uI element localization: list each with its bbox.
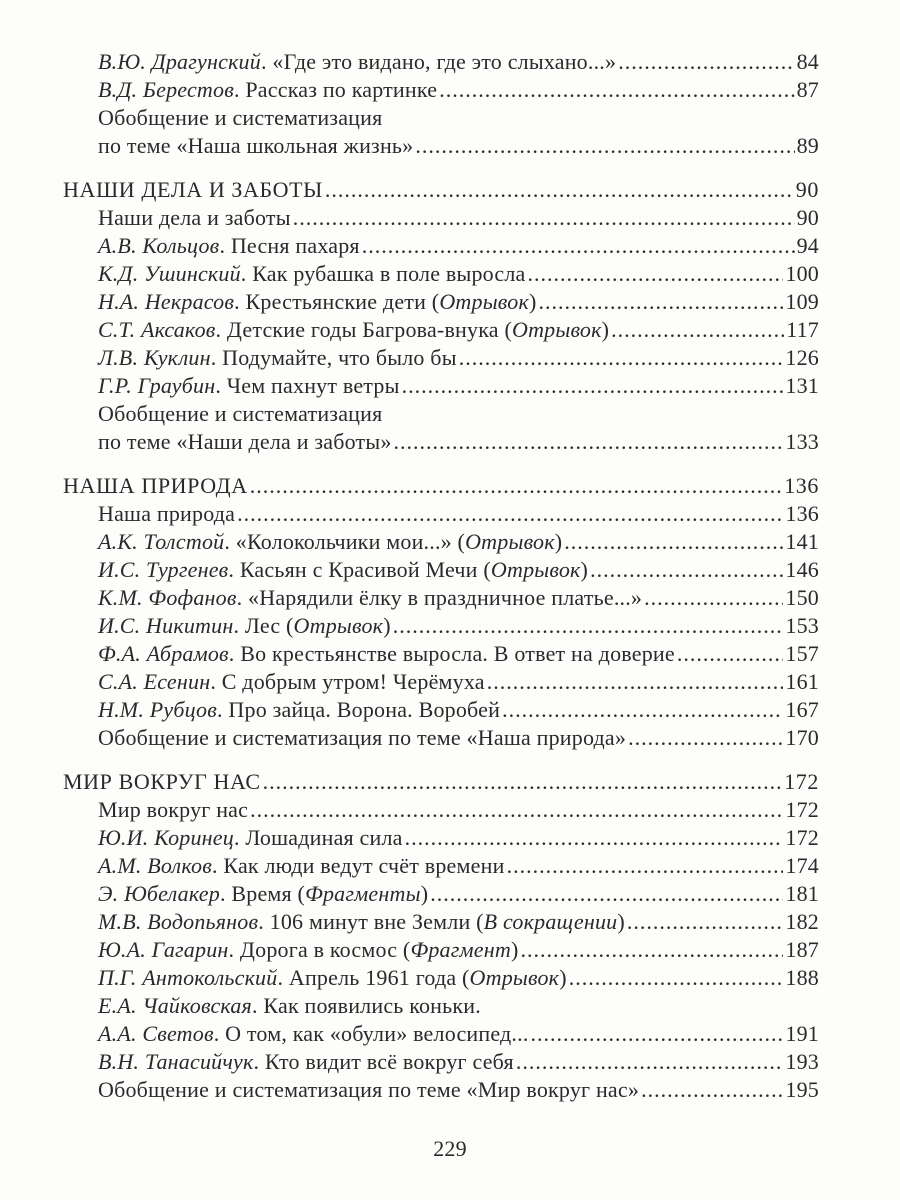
entry-title: Как появились коньки. <box>263 993 481 1018</box>
toc-entry[interactable] <box>63 400 819 428</box>
dot-leader <box>237 500 783 528</box>
entry-page: 182 <box>785 909 819 934</box>
entry-note-text: Фрагменты <box>305 881 421 906</box>
entry-title: Детские годы Багрова-внука <box>226 317 499 342</box>
entry-page: 195 <box>785 1077 819 1102</box>
entry-text: Ю.И. Коринец. Лошадиная сила <box>98 825 403 850</box>
entry-title: Рассказ по картинке <box>245 77 438 102</box>
entry-text <box>98 428 392 456</box>
toc-entry[interactable] <box>63 556 819 584</box>
entry-text: А.В. Кольцов. Песня пахаря <box>98 233 360 258</box>
section-title: НАШИ ДЕЛА И ЗАБОТЫ <box>63 177 323 202</box>
toc-section <box>63 472 819 752</box>
entry-page: 167 <box>785 697 819 722</box>
entry-text: Ю.А. Гагарин. Дорога в космос (Фрагмент) <box>98 937 519 962</box>
entry-author: В.Ю. Драгунский <box>98 49 261 74</box>
toc-entry[interactable] <box>63 132 819 160</box>
entry-note: (Фрагменты) <box>291 881 429 906</box>
entry-note-text: Отрывок <box>439 289 529 314</box>
entry-page: 84 <box>796 49 819 74</box>
entry-note-text: Отрывок <box>293 613 384 638</box>
dot-leader <box>502 696 783 724</box>
entry-title: Песня пахаря <box>230 233 360 258</box>
entry-title: по теме «Наши дела и заботы» <box>98 429 392 454</box>
toc-entry[interactable] <box>63 1048 819 1076</box>
entry-text: Л.В. Куклин. Подумайте, что было бы <box>98 345 457 370</box>
toc-entry[interactable] <box>63 880 819 908</box>
entry-text <box>98 132 413 160</box>
entry-author: В.Н. Танасийчук <box>98 1049 254 1074</box>
entry-note: (Отрывок) <box>477 557 589 582</box>
entry-author: М.В. Водопьянов <box>98 909 259 934</box>
entry-author: С.Т. Аксаков <box>98 317 216 342</box>
entry-text: С.Т. Аксаков. Детские годы Багрова-внука (Отрывок) <box>98 317 610 342</box>
toc-entry[interactable] <box>63 584 819 612</box>
toc-entry[interactable] <box>63 232 819 260</box>
toc-entry[interactable] <box>63 724 819 752</box>
entry-title: Касьян с Красивой Мечи <box>239 557 478 582</box>
toc-entry[interactable] <box>63 500 819 528</box>
toc-section <box>63 176 819 456</box>
dot-leader <box>611 316 784 344</box>
entry-page: 94 <box>796 233 819 258</box>
toc-entry[interactable] <box>63 428 819 456</box>
entry-page: 170 <box>785 725 819 750</box>
entry-note: (В сокращении) <box>470 909 625 934</box>
entry-note: (Отрывок) <box>451 529 563 554</box>
entry-author: Ю.А. Гагарин <box>98 937 229 962</box>
entry-title: Про зайца. Ворона. Воробей <box>228 697 501 722</box>
section-heading[interactable] <box>63 768 819 796</box>
entry-note: (Отрывок) <box>426 289 537 314</box>
entry-note-text: Отрывок <box>465 529 555 554</box>
entry-page: 153 <box>785 613 819 638</box>
dot-leader <box>263 768 783 796</box>
entry-author: Ю.И. Коринец <box>98 825 234 850</box>
toc-entry[interactable] <box>63 824 819 852</box>
toc-entry[interactable] <box>63 288 819 316</box>
entry-author: А.В. Кольцов <box>98 233 220 258</box>
entry-text <box>98 204 291 232</box>
toc-entry[interactable] <box>63 696 819 724</box>
entry-text: А.М. Волков. Как люди ведут счёт времени <box>98 853 505 878</box>
page-number: 229 <box>433 1136 467 1161</box>
entry-page: 157 <box>785 641 819 666</box>
entry-text: Е.А. Чайковская. Как появились коньки. <box>98 993 481 1018</box>
dot-leader <box>439 76 794 104</box>
dot-leader <box>618 48 794 76</box>
entry-title: Наша природа <box>98 501 236 526</box>
dot-leader <box>677 640 784 668</box>
entry-title: Чем пахнут ветры <box>226 373 400 398</box>
entry-page: 126 <box>785 345 819 370</box>
entry-page: 181 <box>785 881 819 906</box>
section-title: НАША ПРИРОДА <box>63 473 248 498</box>
entry-title: Как рубашка в поле выросла <box>252 261 526 286</box>
entry-text: П.Г. Антокольский. Апрель 1961 года (Отрывок) <box>98 965 567 990</box>
dot-leader <box>590 556 783 584</box>
section-title: МИР ВОКРУГ НАС <box>63 769 261 794</box>
toc-entry[interactable] <box>63 852 819 880</box>
dot-leader <box>531 1020 784 1048</box>
section-page: 90 <box>795 177 819 202</box>
entry-text <box>98 1076 639 1104</box>
entry-author: П.Г. Антокольский <box>98 965 278 990</box>
dot-leader <box>538 288 783 316</box>
dot-leader <box>293 204 795 232</box>
entry-author: Н.М. Рубцов <box>98 697 217 722</box>
entry-title: Подумайте, что было бы <box>222 345 457 370</box>
entry-note-text: В сокращении <box>483 909 618 934</box>
entry-text <box>98 400 382 428</box>
entry-page: 131 <box>785 373 819 398</box>
entry-title: Наши дела и заботы <box>98 205 291 230</box>
entry-page: 191 <box>785 1021 819 1046</box>
toc-entry[interactable] <box>63 372 819 400</box>
dot-leader <box>564 528 783 556</box>
entry-title: Обобщение и систематизация <box>98 105 383 130</box>
entry-title: 106 минут вне Земли <box>269 909 471 934</box>
entry-author: И.С. Тургенев <box>98 557 229 582</box>
toc-entry[interactable] <box>63 640 819 668</box>
entry-text: С.А. Есенин. С добрым утром! Черёмуха <box>98 669 485 694</box>
entry-title: «Нарядили ёлку в праздничное платье...» <box>248 585 643 610</box>
toc-entry[interactable] <box>63 104 819 132</box>
dot-leader <box>250 796 783 824</box>
entry-title: Как люди ведут счёт времени <box>223 853 505 878</box>
entry-page: 161 <box>785 669 819 694</box>
entry-note-text: Отрывок <box>469 965 560 990</box>
entry-author: К.Д. Ушинский <box>98 261 241 286</box>
entry-author: В.Д. Берестов <box>98 77 234 102</box>
entry-title: О том, как «обули» велосипед... <box>225 1021 529 1046</box>
toc-entry[interactable] <box>63 668 819 696</box>
toc-entry[interactable] <box>63 528 819 556</box>
entry-title: Лес <box>244 613 281 638</box>
dot-leader <box>569 964 784 992</box>
entry-title: Дорога в космос <box>239 937 398 962</box>
entry-page: 87 <box>796 77 819 102</box>
entry-page: 187 <box>785 937 819 962</box>
entry-page: 117 <box>786 317 819 342</box>
toc-entry[interactable] <box>63 76 819 104</box>
toc-entry[interactable] <box>63 992 819 1020</box>
entry-author: Э. Юбелакер <box>98 881 220 906</box>
entry-text: А.А. Светов. О том, как «обули» велосипед... <box>98 1021 529 1046</box>
dot-leader <box>459 344 784 372</box>
entry-note: (Отрывок) <box>280 613 391 638</box>
dot-leader <box>362 232 795 260</box>
entry-page: 172 <box>785 797 819 822</box>
entry-text <box>98 500 235 528</box>
entry-title: по теме «Наша школьная жизнь» <box>98 133 414 158</box>
toc-entry[interactable] <box>63 1076 819 1104</box>
toc-entry[interactable] <box>63 796 819 824</box>
dot-leader <box>325 176 794 204</box>
entry-text: Н.М. Рубцов. Про зайца. Ворона. Воробей <box>98 697 501 722</box>
entry-title: «Где это видано, где это слыхано...» <box>272 49 617 74</box>
entry-page: 193 <box>785 1049 819 1074</box>
dot-leader <box>627 908 784 936</box>
entry-title: С добрым утром! Черёмуха <box>221 669 485 694</box>
entry-text <box>98 104 382 132</box>
entry-text: Н.А. Некрасов. Крестьянские дети (Отрывок) <box>98 289 537 314</box>
entry-note: (Отрывок) <box>498 317 610 342</box>
toc-section <box>63 48 819 160</box>
entry-text: К.Д. Ушинский. Как рубашка в поле выросла <box>98 261 526 286</box>
entry-title: Обобщение и систематизация по теме «Наша природа» <box>98 725 627 750</box>
entry-page: 100 <box>785 261 819 286</box>
entry-page: 89 <box>796 133 819 158</box>
entry-page: 150 <box>785 585 819 610</box>
dot-leader <box>507 852 784 880</box>
toc-entry[interactable] <box>63 260 819 288</box>
dot-leader <box>528 260 784 288</box>
section-heading[interactable] <box>63 176 819 204</box>
entry-title: Время <box>231 881 292 906</box>
entry-page: 136 <box>785 501 819 526</box>
toc-entry[interactable] <box>63 48 819 76</box>
dot-leader <box>393 612 784 640</box>
dot-leader <box>520 936 783 964</box>
entry-text <box>98 724 626 752</box>
entry-page: 174 <box>785 853 819 878</box>
entry-page: 141 <box>785 529 819 554</box>
entry-title: Крестьянские дети <box>245 289 427 314</box>
entry-page: 133 <box>785 429 819 454</box>
toc-entry[interactable] <box>63 964 819 992</box>
dot-leader <box>405 824 784 852</box>
entry-title: «Колокольчики мои...» <box>235 529 452 554</box>
entry-title: Обобщение и систематизация <box>98 401 383 426</box>
entry-author: Е.А. Чайковская <box>98 993 252 1018</box>
dot-leader <box>402 372 784 400</box>
entry-author: А.К. Толстой <box>98 529 225 554</box>
entry-text: К.М. Фофанов. «Нарядили ёлку в праздничное платье...» <box>98 585 643 610</box>
dot-leader <box>644 584 783 612</box>
entry-text: Ф.А. Абрамов. Во крестьянстве выросла. В ответ на доверие <box>98 641 675 666</box>
entry-text <box>98 796 248 824</box>
entry-author: С.А. Есенин <box>98 669 211 694</box>
entry-page: 90 <box>796 205 819 230</box>
entry-author: И.С. Никитин <box>98 613 234 638</box>
entry-author: А.М. Волков <box>98 853 212 878</box>
entry-title: Кто видит всё вокруг себя <box>264 1049 514 1074</box>
entry-author: Н.А. Некрасов <box>98 289 235 314</box>
dot-leader <box>628 724 783 752</box>
entry-author: Л.В. Куклин <box>98 345 211 370</box>
dot-leader <box>394 428 784 456</box>
entry-note-text: Отрывок <box>490 557 581 582</box>
section-heading[interactable] <box>63 472 819 500</box>
dot-leader <box>487 668 784 696</box>
table-of-contents <box>63 48 819 1104</box>
dot-leader <box>415 132 794 160</box>
entry-author: А.А. Светов <box>98 1021 214 1046</box>
entry-text: В.Д. Берестов. Рассказ по картинке <box>98 77 438 102</box>
section-page: 172 <box>784 769 819 794</box>
toc-entry[interactable] <box>63 936 819 964</box>
entry-note-text: Отрывок <box>511 317 602 342</box>
entry-text: В.Н. Танасийчук. Кто видит всё вокруг себя <box>98 1049 514 1074</box>
entry-author: К.М. Фофанов <box>98 585 237 610</box>
toc-entry[interactable] <box>63 204 819 232</box>
entry-text: Э. Юбелакер. Время (Фрагменты) <box>98 881 429 906</box>
entry-page: 188 <box>785 965 819 990</box>
entry-text: В.Ю. Драгунский. «Где это видано, где это слыхано...» <box>98 49 617 74</box>
dot-leader <box>516 1048 784 1076</box>
entry-text: И.С. Тургенев. Касьян с Красивой Мечи (Отрывок) <box>98 557 589 582</box>
entry-text: А.К. Толстой. «Колокольчики мои...» (Отрывок) <box>98 529 563 554</box>
dot-leader <box>641 1076 783 1104</box>
toc-entry[interactable] <box>63 316 819 344</box>
entry-author: Ф.А. Абрамов <box>98 641 229 666</box>
toc-entry[interactable] <box>63 1020 819 1048</box>
entry-note: (Фрагмент) <box>397 937 519 962</box>
entry-title: Мир вокруг нас <box>98 797 249 822</box>
entry-title: Обобщение и систематизация по теме «Мир вокруг нас» <box>98 1077 640 1102</box>
toc-section <box>63 768 819 1104</box>
entry-text: И.С. Никитин. Лес (Отрывок) <box>98 613 391 638</box>
entry-text: М.В. Водопьянов. 106 минут вне Земли (В сокращении) <box>98 909 625 934</box>
toc-entry[interactable] <box>63 908 819 936</box>
entry-page: 109 <box>785 289 819 314</box>
entry-author: Г.Р. Граубин <box>98 373 216 398</box>
toc-entry[interactable] <box>63 612 819 640</box>
entry-title: Во крестьянстве выросла. В ответ на доверие <box>240 641 675 666</box>
entry-page: 172 <box>785 825 819 850</box>
dot-leader <box>430 880 783 908</box>
dot-leader <box>250 472 782 500</box>
entry-note-text: Фрагмент <box>410 937 511 962</box>
section-page: 136 <box>784 473 819 498</box>
entry-title: Лошадиная сила <box>245 825 403 850</box>
entry-title: Апрель 1961 года <box>288 965 457 990</box>
entry-text: Г.Р. Граубин. Чем пахнут ветры <box>98 373 400 398</box>
toc-entry[interactable] <box>63 344 819 372</box>
entry-page: 146 <box>785 557 819 582</box>
entry-note: (Отрывок) <box>456 965 567 990</box>
